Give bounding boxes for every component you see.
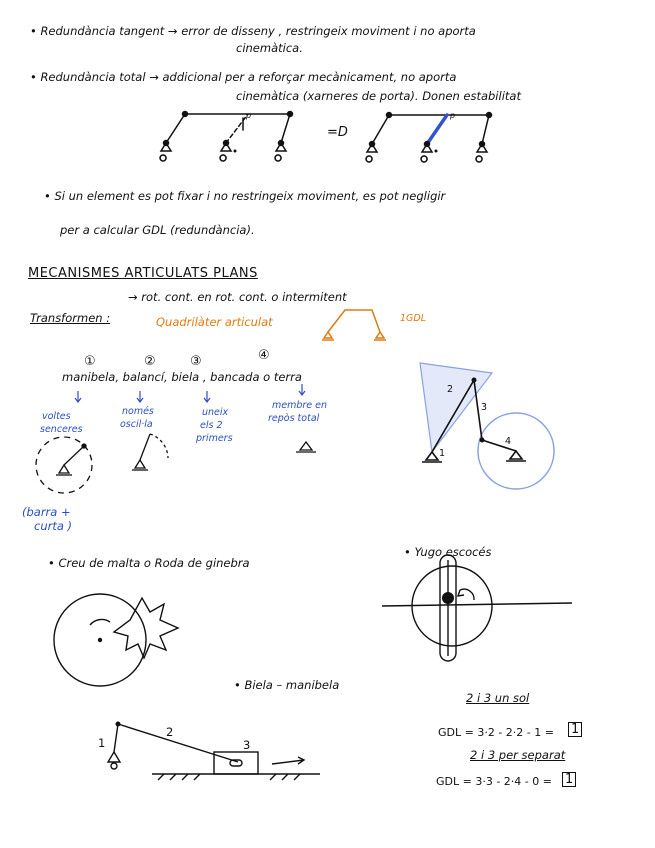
redundancy-tangent-line1: • Redundància tangent → error de disseny , restringeix moviment i no aporta [30,24,476,38]
desc-balanci-2: oscil·la [120,419,153,430]
svg-text:p: p [246,111,252,120]
desc-bancada-1: membre en [272,400,328,411]
desc-biela-2: els 2 [200,420,223,431]
redundancy-total-line2: cinemàtica (xarneres de porta). Donen estabilitat [236,89,521,103]
gdl-case1-equation: GDL = 3·2 - 2·2 - 1 = [438,726,554,739]
transform-text: → rot. cont. en rot. cont. o intermitent [128,290,347,304]
desc-manibela-1: voltes [42,411,71,422]
sc-label-1: 1 [98,736,106,750]
desc-biela-3: primers [196,433,233,444]
note-line2: per a calcular GDL (redundància). [60,223,255,237]
gdl-case2-equation: GDL = 3·3 - 2·4 - 0 = [436,775,552,788]
implies-arrow: =D [327,125,348,140]
svg-text:p: p [450,111,456,120]
member-number-1: ① [84,354,96,369]
gdl-case2-result: 1 [562,772,576,787]
gdl-note: 1GDL [400,313,427,324]
sc-label-3: 3 [243,738,251,752]
desc-balanci-1: només [122,406,154,417]
gdl-case2-title: 2 i 3 per separat [470,748,566,762]
barra-curta-1: (barra + [22,505,71,519]
slider-crank-label: • Biela – manibela [234,678,340,692]
barra-curta-2: curta ) [34,519,73,533]
member-number-3: ③ [190,354,202,369]
transform-label: Transformen : [30,311,111,325]
members-text: manibela, balancí, biela , bancada o terra [62,370,302,384]
note-line1: • Si un element es pot fixar i no restringeix moviment, es pot negligir [44,189,446,203]
geneva-label: • Creu de malta o Roda de ginebra [48,556,250,570]
diagram-label-2: 2 [447,384,454,395]
diagram-label-4: 4 [505,436,512,447]
member-number-4: ④ [258,348,270,363]
quadrilateral-label: Quadrilàter articulat [156,315,273,329]
diagram-label-3: 3 [481,402,488,413]
desc-bancada-2: repòs total [268,413,320,424]
gdl-case1-result: 1 [568,722,582,737]
diagram-label-1: 1 [439,448,446,459]
redundancy-tangent-line2: cinemàtica. [236,41,303,55]
desc-biela-1: uneix [202,407,229,418]
redundancy-total-line1: • Redundància total → addicional per a reforçar mecànicament, no aporta [30,70,457,84]
gdl-case1-title: 2 i 3 un sol [466,691,530,705]
sc-label-2: 2 [166,725,174,739]
member-number-2: ② [144,354,156,369]
yoke-label: • Yugo escocés [404,545,492,559]
section-heading: MECANISMES ARTICULATS PLANS [28,266,258,281]
desc-manibela-2: senceres [40,424,83,435]
